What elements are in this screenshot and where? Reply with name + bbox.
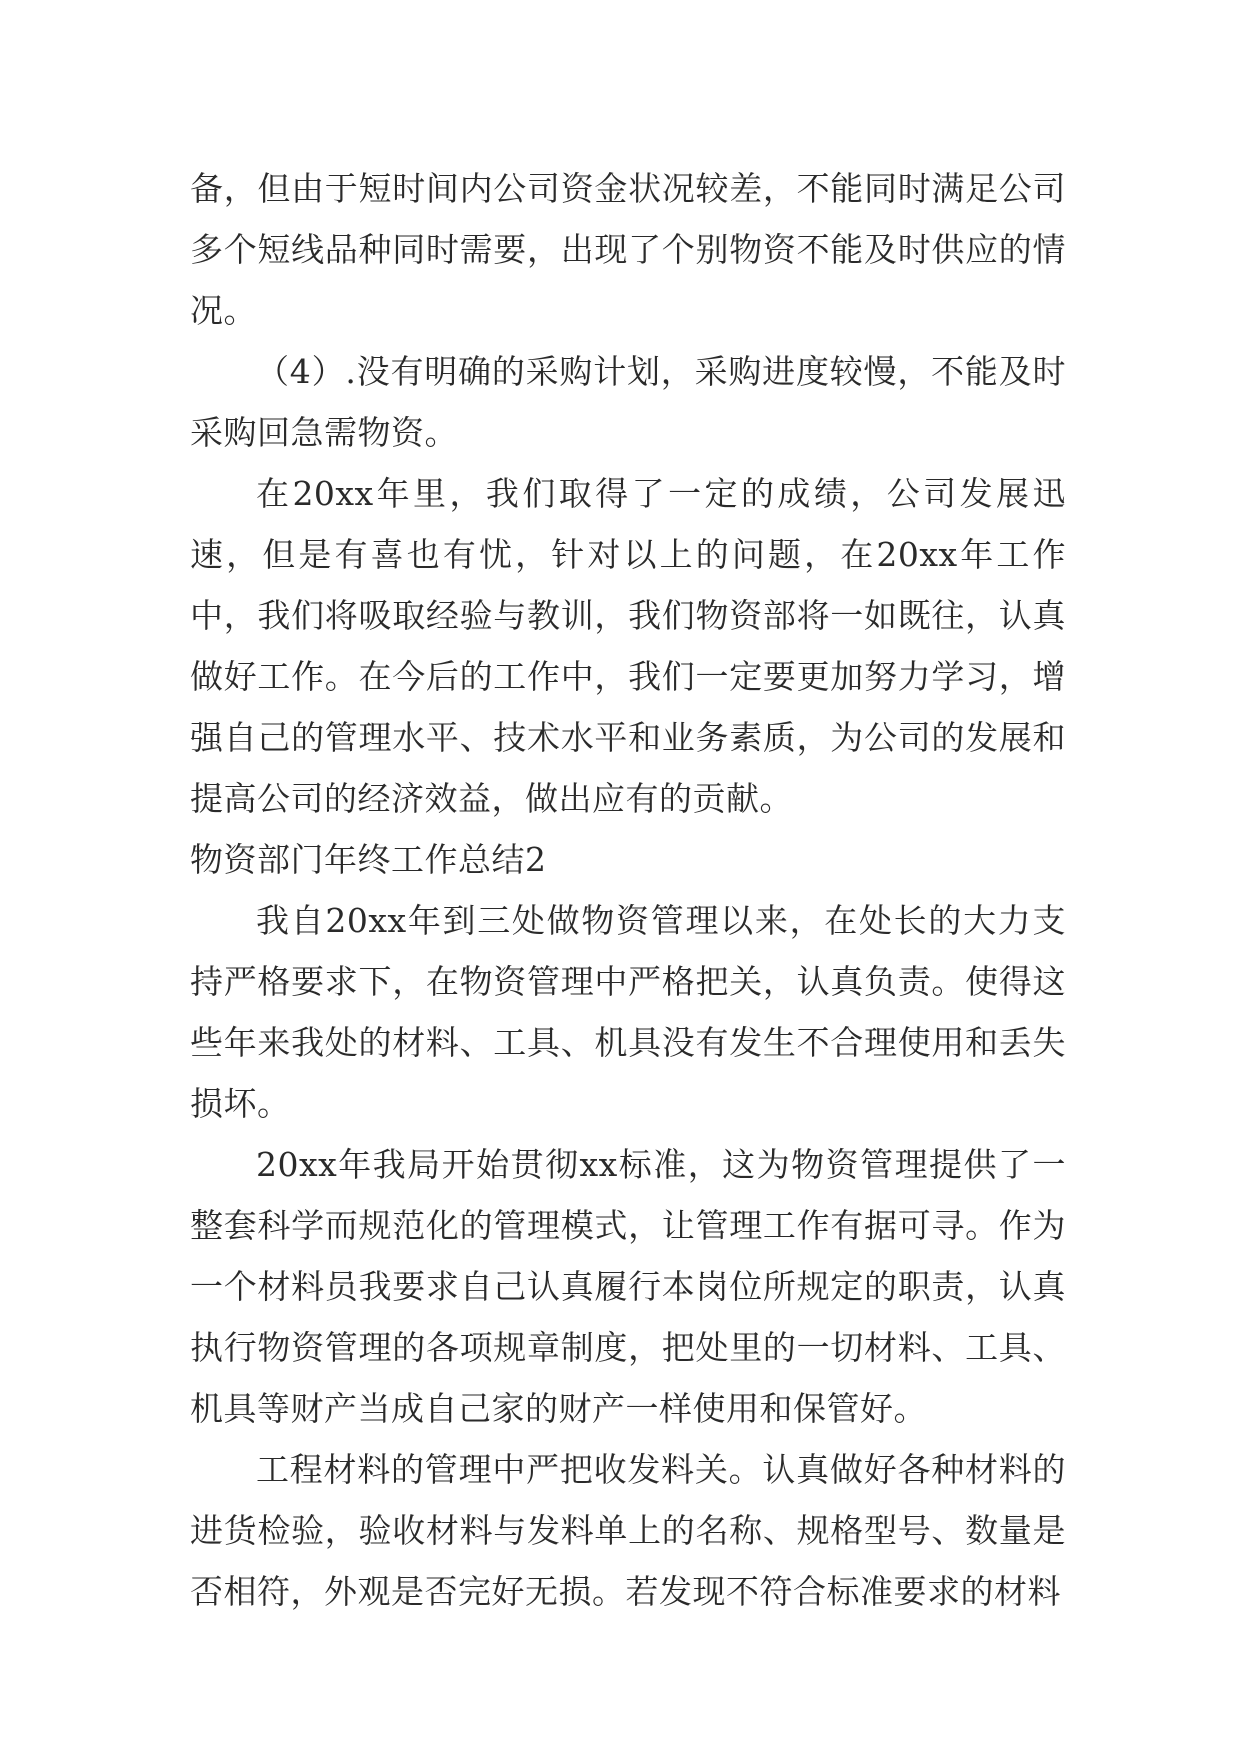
paragraph-6: 工程材料的管理中严把收发料关。认真做好各种材料的进货检验，验收材料与发料单上的名称、规格型号、数量是否相符，外观是否完好无损。若发现不符合标准要求的材料 — [190, 1450, 1066, 1611]
paragraph-1: 备，但由于短时间内公司资金状况较差，不能同时满足公司多个短线品种同时需要，出现了个别物资不能及时供应的情况。 — [190, 169, 1066, 330]
document-page — [190, 158, 1066, 1622]
paragraph-2: （4）.没有明确的采购计划，采购进度较慢，不能及时采购回急需物资。 — [190, 352, 1066, 452]
section-heading: 物资部门年终工作总结2 — [190, 840, 547, 879]
paragraph-4: 我自20xx年到三处做物资管理以来，在处长的大力支持严格要求下，在物资管理中严格把关，认真负责。使得这些年来我处的材料、工具、机具没有发生不合理使用和丢失损坏。 — [190, 901, 1066, 1123]
paragraph-5: 20xx年我局开始贯彻xx标准，这为物资管理提供了一整套科学而规范化的管理模式，让管理工作有据可寻。作为一个材料员我要求自己认真履行本岗位所规定的职责，认真执行物资管理的各项规章制度，把处里的一切材料、工具、机具等财产当成自己家的财产一样使用和保管好。 — [190, 1145, 1066, 1428]
paragraph-3: 在20xx年里，我们取得了一定的成绩，公司发展迅速，但是有喜也有忧，针对以上的问题，在20xx年工作中，我们将吸取经验与教训，我们物资部将一如既往，认真做好工作。在今后的工作中，我们一定要更加努力学习，增强自己的管理水平、技术水平和业务素质，为公司的发展和提高公司的经济效益，做出应有的贡献。 — [190, 474, 1066, 818]
